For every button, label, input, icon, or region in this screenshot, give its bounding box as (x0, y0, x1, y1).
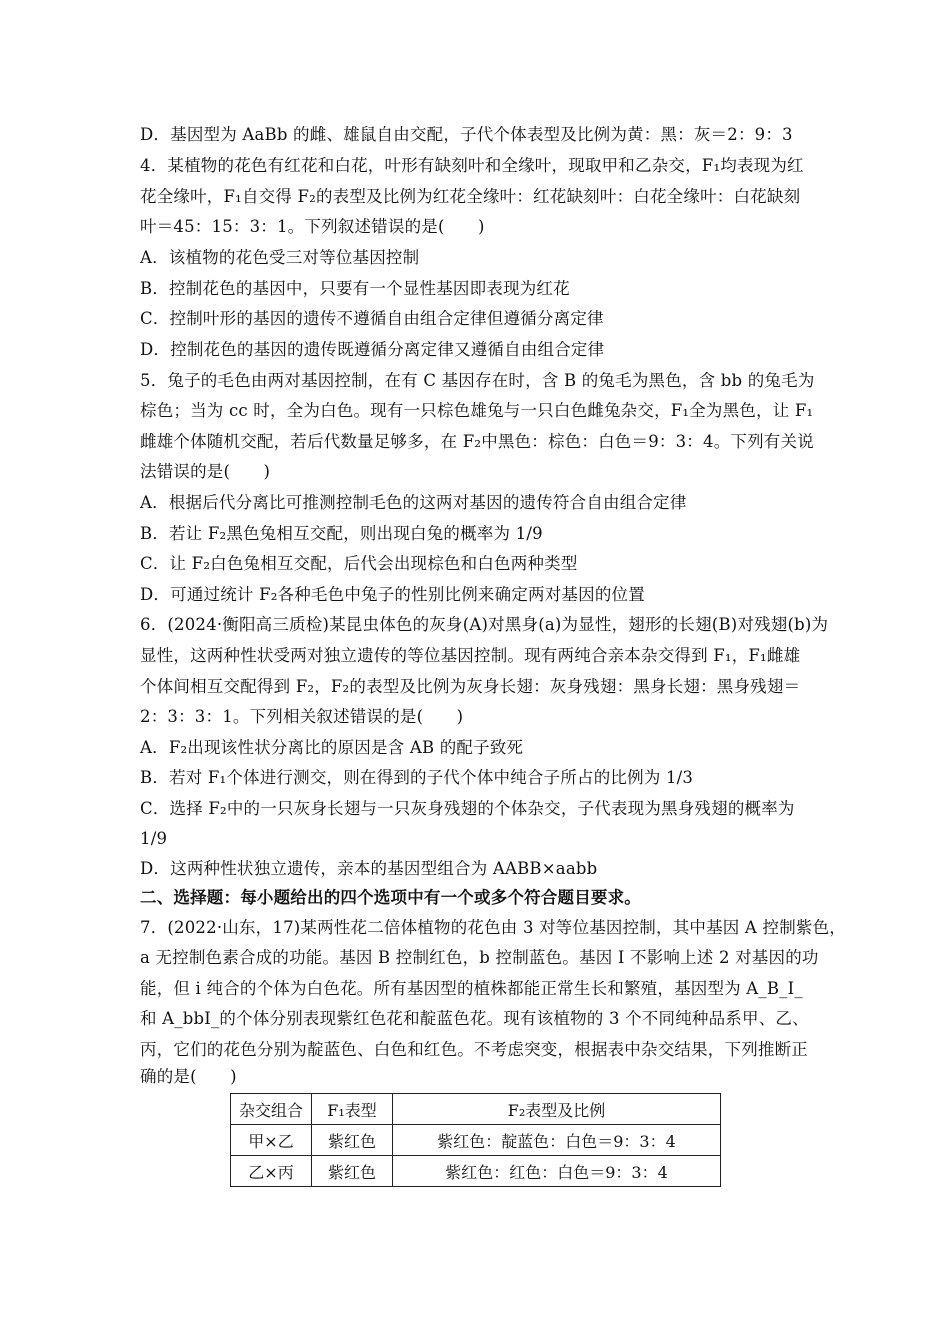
q5-stem-line-2: 棕色；当为 cc 时，全为白色。现有一只棕色雄兔与一只白色雌兔杂交，F₁全为黑色，让 F₁ (140, 401, 814, 420)
q5-option-d: D．可通过统计 F₂各种毛色中兔子的性别比例来确定两对基因的位置 (140, 585, 645, 604)
header-cross: 杂交组合 (231, 1094, 312, 1125)
q4-stem-line-3: 叶＝45：15：3：1。下列叙述错误的是( ) (140, 217, 485, 236)
q6-stem-line-4: 2：3：3：1。下列相关叙述错误的是( ) (140, 707, 464, 726)
q7-stem-line-4: 和 A_bbI_的个体分别表现紫红色花和靛蓝色花。现有该植物的 3 个不同纯种品系甲、乙、 (140, 1009, 809, 1028)
table-row (231, 1125, 721, 1156)
cell-f1: 紫红色 (312, 1156, 393, 1187)
cell-f2: 紫红色：靛蓝色：白色＝9：3：4 (393, 1125, 721, 1156)
q6-option-d: D．这两种性状独立遗传，亲本的基因型组合为 AABB×aabb (140, 859, 598, 878)
cell-cross: 乙×丙 (231, 1156, 312, 1187)
q4-option-c: C．控制叶形的基因的遗传不遵循自由组合定律但遵循分离定律 (140, 309, 604, 328)
q6-stem-line-2: 显性，这两种性状受两对独立遗传的等位基因控制。现有两纯合亲本杂交得到 F₁，F₁雌雄 (140, 646, 801, 665)
q4-option-a: A．该植物的花色受三对等位基因控制 (140, 248, 420, 267)
q5-stem-line-3: 雌雄个体随机交配，若后代数量足够多，在 F₂中黑色：棕色：白色＝9：3：4。下列有关说 (140, 432, 814, 451)
q5-stem-line-4: 法错误的是( ) (140, 462, 271, 481)
header-f2: F₂表型及比例 (393, 1094, 721, 1125)
q4-option-d: D．控制花色的基因的遗传既遵循分离定律又遵循自由组合定律 (140, 340, 605, 359)
q7-stem-line-5: 丙，它们的花色分别为靛蓝色、白色和红色。不考虑突变，根据表中杂交结果，下列推断正 (140, 1040, 808, 1059)
q6-stem-line-3: 个体间相互交配得到 F₂，F₂的表型及比例为灰身长翅：灰身残翅：黑身长翅：黑身残翅＝ (140, 677, 801, 696)
cross-results-table (230, 1093, 721, 1187)
q5-option-c: C．让 F₂白色兔相互交配，后代会出现棕色和白色两种类型 (140, 554, 578, 573)
q5-option-b: B．若让 F₂黑色兔相互交配，则出现白兔的概率为 1/9 (140, 524, 543, 543)
q6-option-c: C．选择 F₂中的一只灰身长翅与一只灰身残翅的个体杂交，子代表现为黑身残翅的概率为 (140, 799, 795, 818)
q6-option-b: B．若对 F₁个体进行测交，则在得到的子代个体中纯合子所占的比例为 1/3 (140, 768, 694, 787)
q3-option-d: D．基因型为 AaBb 的雌、雄鼠自由交配，子代个体表型及比例为黄：黑：灰＝2：9：3 (140, 125, 793, 144)
cell-f2: 紫红色：红色：白色＝9：3：4 (393, 1156, 721, 1187)
section-heading: 二、选择题：每小题给出的四个选项中有一个或多个符合题目要求。 (140, 888, 641, 907)
table-header-row (231, 1094, 721, 1125)
cell-cross: 甲×乙 (231, 1125, 312, 1156)
q4-stem-line-1: 4．某植物的花色有红花和白花，叶形有缺刻叶和全缘叶，现取甲和乙杂交，F₁均表现为红 (140, 156, 804, 175)
q7-stem-line-2: a 无控制色素合成的功能。基因 B 控制红色，b 控制蓝色。基因 I 不影响上述 2 对基因的功 (140, 948, 819, 967)
q5-option-a: A．根据后代分离比可推测控制毛色的这两对基因的遗传符合自由组合定律 (140, 493, 687, 512)
q5-stem-line-1: 5．兔子的毛色由两对基因控制，在有 C 基因存在时，含 B 的兔毛为黑色，含 bb 的兔毛为 (140, 371, 815, 390)
q6-option-a: A．F₂出现该性状分离比的原因是含 AB 的配子致死 (140, 738, 524, 757)
q7-stem-line-3: 能，但 i 纯合的个体为白色花。所有基因型的植株都能正常生长和繁殖，基因型为 A_B_I_ (140, 979, 803, 998)
cell-f1: 紫红色 (312, 1125, 393, 1156)
table-row (231, 1156, 721, 1187)
q4-option-b: B．控制花色的基因中，只要有一个显性基因即表现为红花 (140, 279, 570, 298)
q6-option-c-cont: 1/9 (140, 829, 168, 848)
q7-stem-line-6: 确的是( ) (140, 1067, 237, 1086)
q4-stem-line-2: 花全缘叶，F₁自交得 F₂的表型及比例为红花全缘叶：红花缺刻叶：白花全缘叶：白花缺刻 (140, 187, 801, 206)
header-f1: F₁表型 (312, 1094, 393, 1125)
q7-stem-line-1: 7．(2022·山东，17)某两性花二倍体植物的花色由 3 对等位基因控制，其中基因 A 控制紫色， (140, 918, 846, 937)
q6-stem-line-1: 6．(2024·衡阳高三质检)某昆虫体色的灰身(A)对黑身(a)为显性，翅形的长翅(B)对残翅(b)为 (140, 615, 829, 634)
